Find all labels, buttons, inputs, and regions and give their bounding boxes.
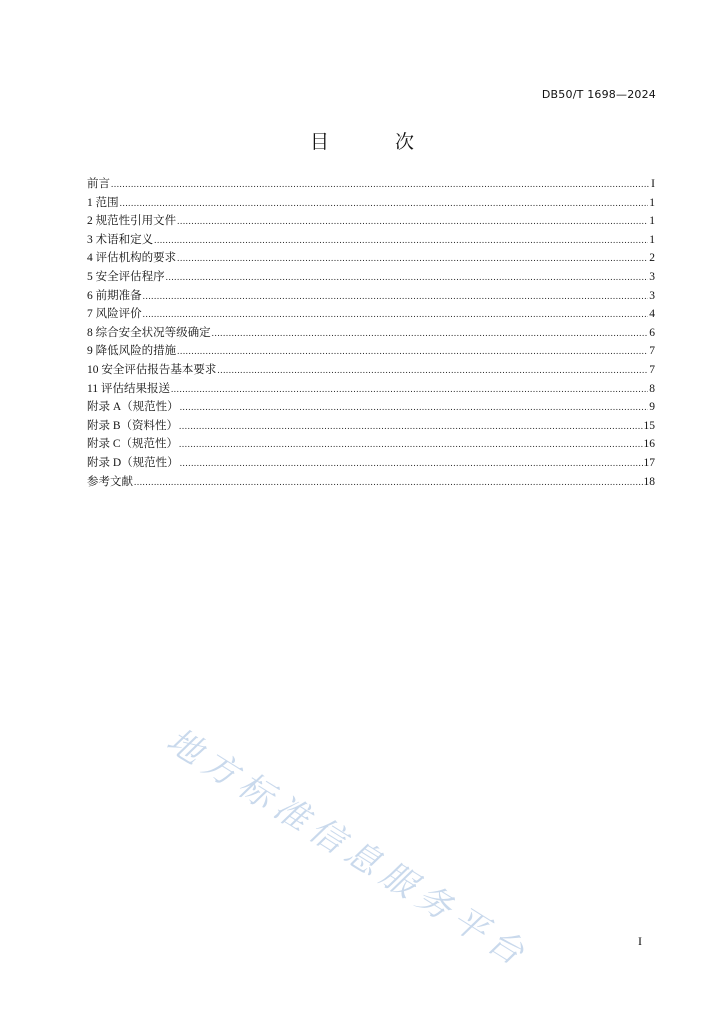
toc-entry[interactable] <box>87 473 655 492</box>
toc-entry-label: 附录 C（规范性） <box>87 438 179 451</box>
toc-entry[interactable] <box>87 212 655 231</box>
toc-dot-leader <box>179 435 642 454</box>
toc-entry-page: 7 <box>649 345 655 358</box>
toc-dot-leader <box>177 212 648 231</box>
toc-entry-label: 附录 B（资料性） <box>87 419 179 432</box>
toc-entry-label: 1 范围 <box>87 196 119 209</box>
toc-dot-leader <box>134 473 643 492</box>
toc-entry-label: 3 术语和定义 <box>87 233 154 246</box>
toc-entry[interactable] <box>87 342 655 361</box>
toc-dot-leader <box>212 324 649 343</box>
toc-entry[interactable] <box>87 417 655 436</box>
toc-entry[interactable] <box>87 454 655 473</box>
toc-entry-page: 18 <box>643 475 655 488</box>
toc-dot-leader <box>179 417 642 436</box>
toc-entry-label: 4 评估机构的要求 <box>87 252 177 265</box>
toc-entry-page: 17 <box>643 456 655 469</box>
toc-entry-page: 1 <box>649 233 655 246</box>
toc-entry-label: 2 规范性引用文件 <box>87 215 177 228</box>
toc-entry-label: 参考文献 <box>87 475 133 488</box>
toc-entry[interactable] <box>87 361 655 380</box>
toc-dot-leader <box>180 398 649 417</box>
toc-entry[interactable] <box>87 231 655 250</box>
toc-entry[interactable] <box>87 175 655 194</box>
toc-entry-label: 8 综合安全状况等级确定 <box>87 326 211 339</box>
toc-entry-label: 7 风险评价 <box>87 308 142 321</box>
toc-dot-leader <box>166 268 649 287</box>
table-of-contents <box>87 175 655 491</box>
toc-entry-label: 10 安全评估报告基本要求 <box>87 363 217 376</box>
toc-dot-leader <box>143 305 649 324</box>
toc-entry-label: 前言 <box>87 178 110 190</box>
toc-entry-label: 9 降低风险的措施 <box>87 345 177 358</box>
toc-dot-leader <box>120 194 649 213</box>
toc-entry-label: 6 前期准备 <box>87 289 142 302</box>
toc-dot-leader <box>143 287 649 306</box>
toc-entry[interactable] <box>87 380 655 399</box>
toc-entry-label: 附录 A（规范性） <box>87 401 179 414</box>
toc-entry-page: 1 <box>649 215 655 228</box>
toc-entry[interactable] <box>87 268 655 287</box>
toc-entry[interactable] <box>87 324 655 343</box>
toc-dot-leader <box>180 454 643 473</box>
toc-entry-label: 11 评估结果报送 <box>87 382 170 395</box>
toc-entry-page: 2 <box>649 252 655 265</box>
toc-entry-page: 6 <box>649 326 655 339</box>
toc-entry[interactable] <box>87 194 655 213</box>
toc-entry[interactable] <box>87 435 655 454</box>
toc-entry-page: 1 <box>649 196 655 209</box>
page-number: I <box>638 934 642 948</box>
toc-entry-page: I <box>651 178 655 190</box>
toc-entry-page: 3 <box>649 289 655 302</box>
toc-entry-page: 7 <box>649 363 655 376</box>
document-code: DB50/T 1698—2024 <box>541 88 656 101</box>
toc-title: 目 次 <box>309 131 445 153</box>
toc-entry[interactable] <box>87 398 655 417</box>
toc-entry[interactable] <box>87 287 655 306</box>
toc-dot-leader <box>154 231 648 250</box>
toc-entry-label: 5 安全评估程序 <box>87 270 165 283</box>
toc-entry-page: 8 <box>649 382 655 395</box>
toc-dot-leader <box>171 380 648 399</box>
toc-dot-leader <box>177 249 648 268</box>
toc-entry-page: 3 <box>649 270 655 283</box>
toc-entry-page: 9 <box>649 401 655 414</box>
toc-entry[interactable] <box>87 305 655 324</box>
toc-dot-leader <box>217 361 648 380</box>
toc-dot-leader <box>177 342 648 361</box>
toc-entry-page: 4 <box>649 308 655 321</box>
watermark: 地方标准信息服务平台 <box>159 720 537 977</box>
toc-entry[interactable] <box>87 249 655 268</box>
toc-entry-label: 附录 D（规范性） <box>87 456 179 469</box>
toc-entry-page: 15 <box>643 419 655 432</box>
toc-entry-page: 16 <box>643 438 655 451</box>
toc-dot-leader <box>111 175 650 194</box>
